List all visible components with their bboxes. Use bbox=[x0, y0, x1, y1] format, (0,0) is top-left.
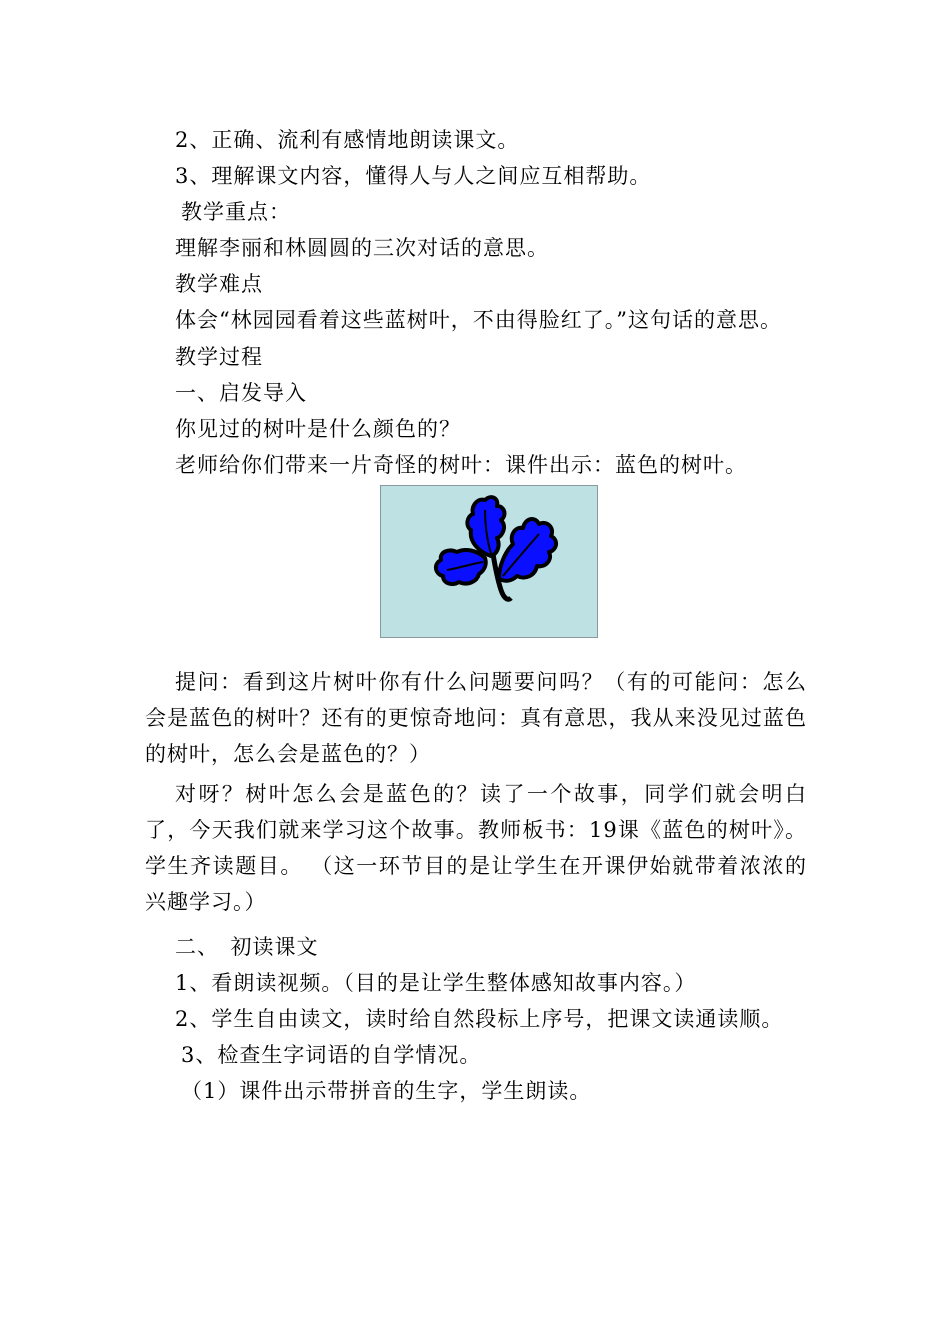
heading-difficulty: 教学难点 bbox=[175, 272, 263, 296]
objective-3: 3、理解课文内容，懂得人与人之间应互相帮助。 bbox=[175, 164, 652, 188]
blue-leaf-icon bbox=[381, 486, 597, 637]
objective-2: 2、正确、流利有感情地朗读课文。 bbox=[175, 128, 520, 152]
key-point-text: 理解李丽和林圆圆的三次对话的意思。 bbox=[175, 236, 549, 260]
section-one-title: 一、启发导入 bbox=[175, 381, 307, 405]
step-3-1: （1）课件出示带拼音的生字，学生朗读。 bbox=[181, 1079, 592, 1103]
blue-leaf-figure bbox=[380, 485, 598, 638]
question-paragraph: 提问：看到这片树叶你有什么问题要问吗？（有的可能问：怎么会是蓝色的树叶？还有的更惊奇地问：真有意思，我从来没见过蓝色的树叶，怎么会是蓝色的？） bbox=[145, 670, 807, 766]
section-two-title: 二、 初读课文 bbox=[175, 935, 319, 959]
difficulty-text: 体会“林园园看着这些蓝树叶，不由得脸红了。”这句话的意思。 bbox=[175, 308, 782, 332]
answer-paragraph: 对呀？树叶怎么会是蓝色的？读了一个故事，同学们就会明白了，今天我们就来学习这个故事。教师板书：19课《蓝色的树叶》。学生齐读题目。 （这一环节目的是让学生在开课伊始就带着浓浓的兴趣学习。） bbox=[145, 782, 807, 914]
heading-key-point: 教学重点： bbox=[181, 200, 291, 224]
step-1: 1、看朗读视频。（目的是让学生整体感知故事内容。） bbox=[175, 971, 697, 995]
question-line: 你见过的树叶是什么颜色的？ bbox=[175, 417, 461, 441]
step-3: 3、检查生字词语的自学情况。 bbox=[181, 1043, 482, 1067]
heading-process: 教学过程 bbox=[175, 345, 263, 369]
step-2: 2、学生自由读文，读时给自然段标上序号，把课文读通读顺。 bbox=[175, 1007, 784, 1031]
teacher-line: 老师给你们带来一片奇怪的树叶：课件出示：蓝色的树叶。 bbox=[175, 453, 747, 477]
